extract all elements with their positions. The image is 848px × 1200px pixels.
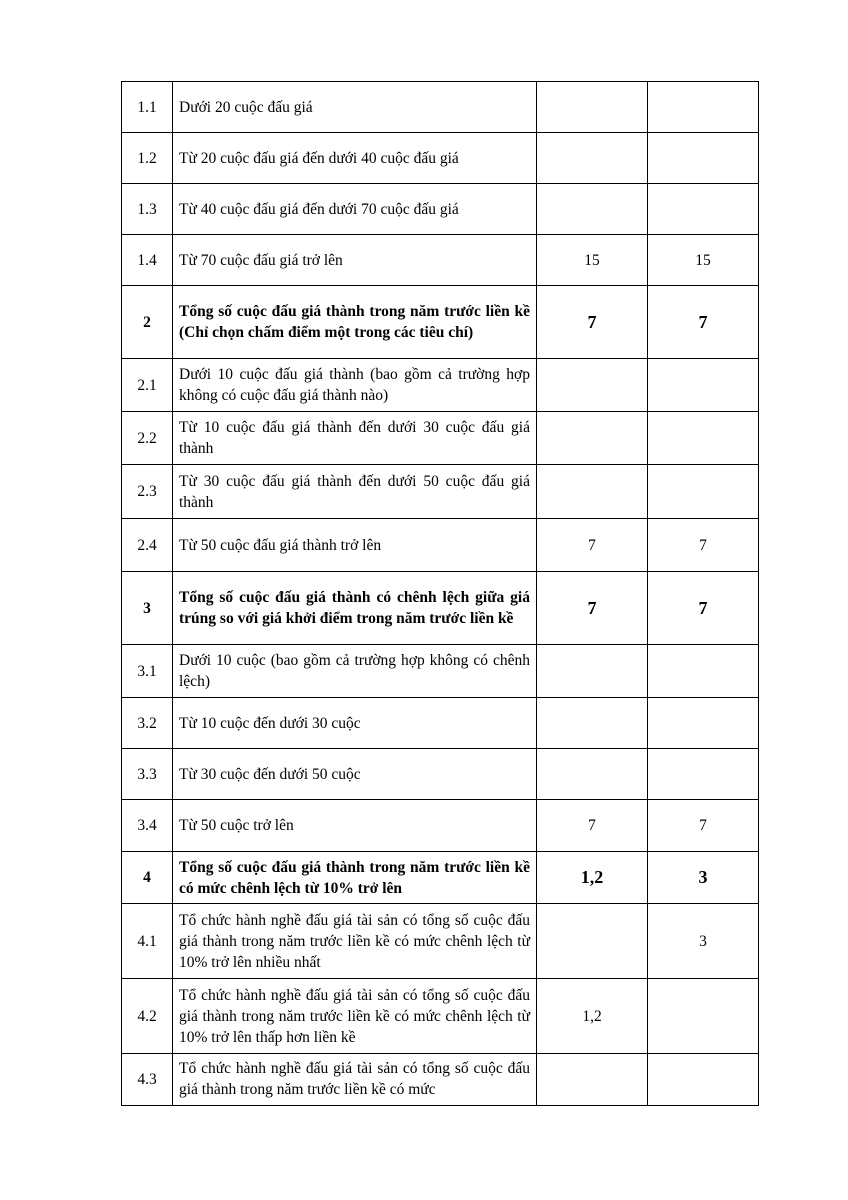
table-row [122, 1054, 759, 1106]
row-number: 4.2 [122, 979, 173, 1054]
score-col-1: 7 [537, 572, 648, 645]
table-row [122, 519, 759, 572]
score-col-1 [537, 749, 648, 800]
row-description: Từ 20 cuộc đấu giá đến dưới 40 cuộc đấu giá [173, 133, 537, 184]
score-col-1 [537, 133, 648, 184]
table-row [122, 465, 759, 519]
row-number: 1.3 [122, 184, 173, 235]
row-description: Dưới 20 cuộc đấu giá [173, 82, 537, 133]
criteria-table [121, 81, 759, 1106]
table-row-section [122, 852, 759, 904]
row-description: Tổng số cuộc đấu giá thành trong năm trước liền kề (Chỉ chọn chấm điểm một trong các tiêu chí) [173, 286, 537, 359]
score-col-1 [537, 82, 648, 133]
score-col-2 [648, 184, 759, 235]
row-description: Dưới 10 cuộc đấu giá thành (bao gồm cả trường hợp không có cuộc đấu giá thành nào) [173, 359, 537, 412]
score-col-1: 15 [537, 235, 648, 286]
row-description: Tổng số cuộc đấu giá thành trong năm trước liền kề có mức chênh lệch từ 10% trở lên [173, 852, 537, 904]
table-row [122, 698, 759, 749]
row-number: 3.3 [122, 749, 173, 800]
score-col-2: 7 [648, 800, 759, 852]
row-description: Từ 10 cuộc đấu giá thành đến dưới 30 cuộc đấu giá thành [173, 412, 537, 465]
score-col-2: 15 [648, 235, 759, 286]
row-description: Từ 70 cuộc đấu giá trở lên [173, 235, 537, 286]
score-col-1: 1,2 [537, 852, 648, 904]
score-col-1 [537, 359, 648, 412]
score-col-2 [648, 133, 759, 184]
row-description: Từ 10 cuộc đến dưới 30 cuộc [173, 698, 537, 749]
score-col-1 [537, 698, 648, 749]
table-row [122, 359, 759, 412]
table-row [122, 184, 759, 235]
row-description: Từ 30 cuộc đến dưới 50 cuộc [173, 749, 537, 800]
score-col-1 [537, 465, 648, 519]
score-col-2 [648, 1054, 759, 1106]
row-description: Tổng số cuộc đấu giá thành có chênh lệch giữa giá trúng so với giá khởi điểm trong năm trước liền kề [173, 572, 537, 645]
row-description [173, 1054, 537, 1106]
row-number: 1.2 [122, 133, 173, 184]
row-description: Từ 50 cuộc trở lên [173, 800, 537, 852]
table-row [122, 645, 759, 698]
score-col-2 [648, 698, 759, 749]
row-description: Tổ chức hành nghề đấu giá tài sản có tổng số cuộc đấu giá thành trong năm trước liền kề có mức chênh lệch từ 10% trở lên thấp hơn liền kề [173, 979, 537, 1054]
row-description: Dưới 10 cuộc (bao gồm cả trường hợp không có chênh lệch) [173, 645, 537, 698]
row-description: Từ 50 cuộc đấu giá thành trở lên [173, 519, 537, 572]
score-col-1 [537, 645, 648, 698]
score-col-2 [648, 979, 759, 1054]
score-col-1: 1,2 [537, 979, 648, 1054]
row-number: 1.1 [122, 82, 173, 133]
row-description: Từ 40 cuộc đấu giá đến dưới 70 cuộc đấu giá [173, 184, 537, 235]
row-number: 4.1 [122, 904, 173, 979]
table-row [122, 904, 759, 979]
score-col-2 [648, 749, 759, 800]
score-col-1 [537, 184, 648, 235]
table-row [122, 82, 759, 133]
score-col-1: 7 [537, 800, 648, 852]
score-col-1 [537, 904, 648, 979]
table-row [122, 235, 759, 286]
row-number: 2.2 [122, 412, 173, 465]
row-number: 4.3 [122, 1054, 173, 1106]
row-number: 4 [122, 852, 173, 904]
score-col-2 [648, 359, 759, 412]
score-col-1 [537, 412, 648, 465]
score-col-2 [648, 82, 759, 133]
score-col-2: 7 [648, 519, 759, 572]
row-number: 3 [122, 572, 173, 645]
row-description-text: Tổ chức hành nghề đấu giá tài sản có tổng số cuộc đấu giá thành trong năm trước liền kề có mức [179, 1059, 530, 1098]
row-number: 3.2 [122, 698, 173, 749]
table-row [122, 749, 759, 800]
row-number: 2.1 [122, 359, 173, 412]
row-number: 2.3 [122, 465, 173, 519]
score-col-2 [648, 412, 759, 465]
score-col-2: 3 [648, 904, 759, 979]
table-row-section [122, 572, 759, 645]
row-number: 2 [122, 286, 173, 359]
row-number: 2.4 [122, 519, 173, 572]
score-col-2 [648, 465, 759, 519]
score-col-1: 7 [537, 286, 648, 359]
score-col-2 [648, 645, 759, 698]
row-number: 1.4 [122, 235, 173, 286]
row-number: 3.4 [122, 800, 173, 852]
score-col-1 [537, 1054, 648, 1106]
table-row [122, 412, 759, 465]
row-number: 3.1 [122, 645, 173, 698]
table-row [122, 800, 759, 852]
row-description: Tổ chức hành nghề đấu giá tài sản có tổng số cuộc đấu giá thành trong năm trước liền kề có mức chênh lệch từ 10% trở lên nhiều nhất [173, 904, 537, 979]
score-col-2: 7 [648, 572, 759, 645]
score-col-1: 7 [537, 519, 648, 572]
score-col-2: 3 [648, 852, 759, 904]
table-row-section [122, 286, 759, 359]
row-description: Từ 30 cuộc đấu giá thành đến dưới 50 cuộc đấu giá thành [173, 465, 537, 519]
table-row [122, 979, 759, 1054]
table-row [122, 133, 759, 184]
score-col-2: 7 [648, 286, 759, 359]
